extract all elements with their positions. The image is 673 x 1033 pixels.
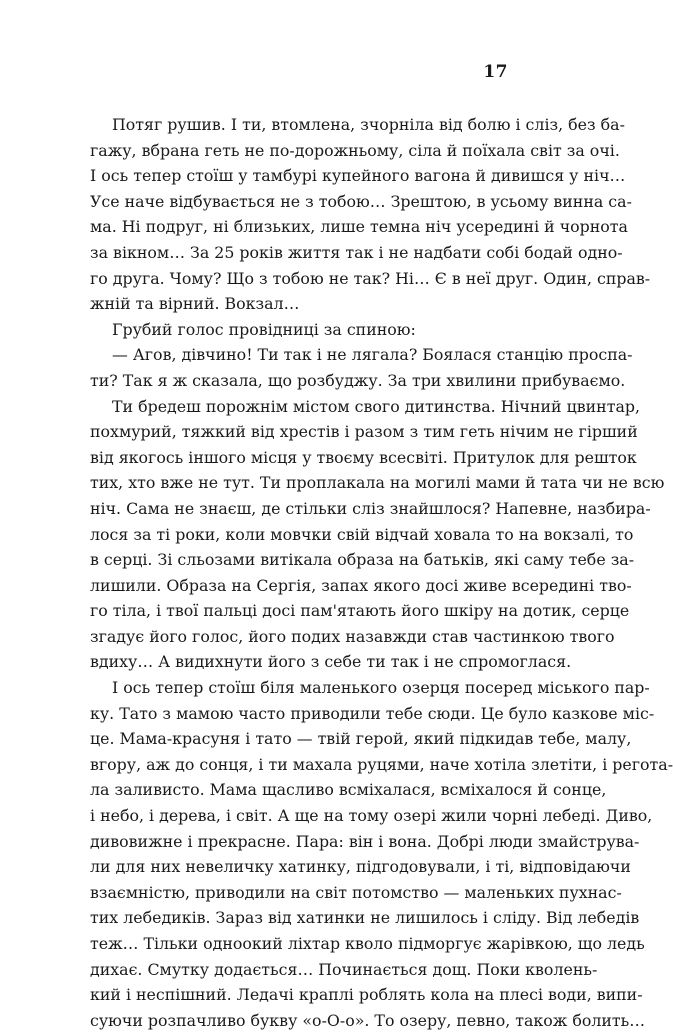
text-line: Потяг рушив. І ти, втомлена, зчорніла від болю і сліз, без ба- xyxy=(112,115,625,134)
text-line: суючи розпачливо букву «о-О-о». То озеру, певно, також болить… xyxy=(90,1010,646,1030)
text-line: і небо, і дерева, і світ. А ще на тому озері жили чорні лебеді. Диво, xyxy=(90,806,653,826)
text-line: жній та вірний. Вокзал… xyxy=(90,294,300,314)
text-line: ніч. Сама не знаєш, де стільки сліз знайшлося? Напевне, назбира- xyxy=(90,498,651,518)
text-line: го друга. Чому? Що з тобою не так? Ні… Є в неї друг. Один, справ- xyxy=(90,268,651,288)
text-line: це. Мама-красуня і тато — твій герой, який підкидав тебе, малу, xyxy=(90,729,632,749)
text-line: від якогось іншого місця у твоєму всесвіті. Притулок для решток xyxy=(90,447,637,467)
text-line: тих лебедиків. Зараз від хатинки не лишилось і сліду. Від лебедів xyxy=(90,908,640,928)
text-line: ли для них невеличку хатинку, підгодовували, і ті, відповідаючи xyxy=(90,857,631,877)
text-line: теж… Тільки одноокий ліхтар кволо підморгує жарівкою, що ледь xyxy=(90,934,645,953)
text-line: дихає. Смутку додається… Починається дощ. Поки кволень- xyxy=(90,959,598,979)
text-line: ла заливисто. Мама щасливо всміхалася, всміхалося й сонце, xyxy=(90,780,607,800)
text-line: ма. Ні подруг, ні близьких, лише темна ніч усередині й чорнота xyxy=(90,217,628,237)
text-line: ку. Тато з мамою часто приводили тебе сюди. Це було казкове міс- xyxy=(90,703,655,723)
text-line: го тіла, і твої пальці досі пам'ятають його шкіру на дотик, серце xyxy=(90,601,630,621)
text-line: Усе наче відбувається не з тобою… Зрештою, в усьому винна са- xyxy=(90,191,632,211)
text-line: за вікном… За 25 років життя так і не надбати собі бодай одно- xyxy=(90,242,623,262)
text-line: Грубий голос провідниці за спиною: xyxy=(112,319,416,339)
text-line: І ось тепер стоїш у тамбурі купейного вагона й дивишся у ніч… xyxy=(90,166,626,186)
text-line: взаємністю, приводили на світ потомство — маленьких пухнас- xyxy=(90,882,622,902)
text-line: згадує його голос, його подих назавжди став частинкою твого xyxy=(90,626,615,646)
text-line: лося за ті роки, коли мовчки свій відчай ховала то на вокзалі, то xyxy=(90,524,634,544)
text-line: ти? Так я ж сказала, що розбуджу. За три хвилини прибуваємо. xyxy=(90,370,626,390)
page-number: 17 xyxy=(483,62,508,82)
text-line: лишили. Образа на Сергія, запах якого досі живе всередині тво- xyxy=(90,575,632,595)
text-line: вдиху… А видихнути його з себе ти так і не спромоглася. xyxy=(90,652,572,672)
text-line: тих, хто вже не тут. Ти проплакала на могилі мами й тата чи не всю xyxy=(90,473,665,493)
text-line: Ти бредеш порожнім містом свого дитинства. Нічний цвинтар, xyxy=(112,396,641,416)
text-line: — Агов, дівчино! Ти так і не лягала? Боялася станцію проспа- xyxy=(112,345,633,365)
body-text xyxy=(90,112,673,1033)
text-line: кий і неспішний. Ледачі краплі роблять кола на плесі води, випи- xyxy=(90,985,643,1005)
text-line: вгору, аж до сонця, і ти махала руцями, наче хотіла злетіти, і регота- xyxy=(90,754,673,774)
text-line: гажу, вбрана геть не по-дорожньому, сіла й поїхала світ за очі. xyxy=(90,140,620,160)
text-line: дивовижне і прекрасне. Пара: він і вона. Добрі люди змайструва- xyxy=(90,831,640,851)
text-line: в серці. Зі сльозами витікала образа на батьків, які саму тебе за- xyxy=(90,550,635,570)
text-line: І ось тепер стоїш біля маленького озерця посеред міського пар- xyxy=(112,678,650,698)
text-line: похмурий, тяжкий від хрестів і разом з тим геть нічим не гірший xyxy=(90,422,638,442)
